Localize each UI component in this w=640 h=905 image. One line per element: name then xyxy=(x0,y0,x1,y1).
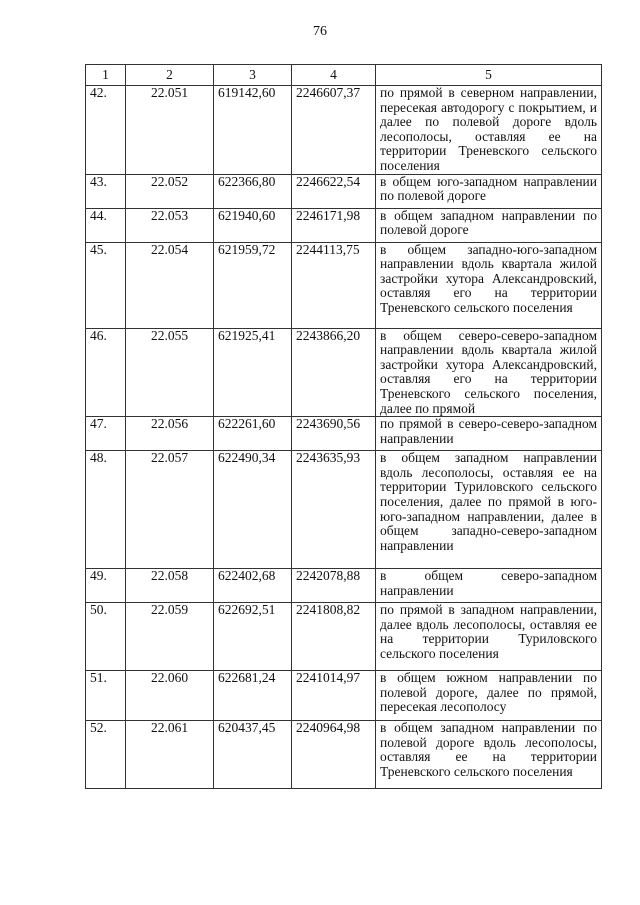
table-row xyxy=(86,451,602,569)
boundary-description: в общем западном направлении вдоль лесополосы, оставляя ее на территории Туриловского сельского поселения, далее по прямой в юго-юго-западном направлении, далее в общем западно-северо-западном направлении xyxy=(376,451,602,569)
table-row xyxy=(86,328,602,417)
point-code: 22.061 xyxy=(126,721,214,789)
coordinate-y: 2242078,88 xyxy=(292,569,376,603)
row-number: 46. xyxy=(86,328,126,417)
point-code: 22.060 xyxy=(126,671,214,721)
coordinate-y: 2244113,75 xyxy=(292,242,376,328)
coordinate-y: 2243866,20 xyxy=(292,328,376,417)
coordinate-y: 2240964,98 xyxy=(292,721,376,789)
coordinate-x: 621925,41 xyxy=(214,328,292,417)
column-header-3: 3 xyxy=(214,65,292,86)
row-number: 51. xyxy=(86,671,126,721)
row-number: 49. xyxy=(86,569,126,603)
coordinate-y: 2241808,82 xyxy=(292,603,376,671)
column-header-2: 2 xyxy=(126,65,214,86)
boundary-description: в общем западном направлении по полевой дороге вдоль лесополосы, оставляя ее на территории Треневского сельского поселения xyxy=(376,721,602,789)
boundary-description: в общем северо-западном направлении xyxy=(376,569,602,603)
row-number: 44. xyxy=(86,208,126,242)
coordinate-y: 2243690,56 xyxy=(292,417,376,451)
boundary-description: в общем западном направлении по полевой дороге xyxy=(376,208,602,242)
coordinate-y: 2246622,54 xyxy=(292,174,376,208)
row-number: 47. xyxy=(86,417,126,451)
boundary-coordinates-table xyxy=(85,64,602,789)
column-header-5: 5 xyxy=(376,65,602,86)
table-row xyxy=(86,721,602,789)
coordinate-y: 2243635,93 xyxy=(292,451,376,569)
table-row xyxy=(86,174,602,208)
row-number: 50. xyxy=(86,603,126,671)
row-number: 48. xyxy=(86,451,126,569)
coordinate-x: 622490,34 xyxy=(214,451,292,569)
page-number: 76 xyxy=(313,24,327,39)
row-number: 45. xyxy=(86,242,126,328)
point-code: 22.054 xyxy=(126,242,214,328)
point-code: 22.051 xyxy=(126,86,214,175)
point-code: 22.053 xyxy=(126,208,214,242)
coordinate-x: 622692,51 xyxy=(214,603,292,671)
boundary-description: в общем северо-северо-западном направлении вдоль квартала жилой застройки хутора Александровский, оставляя его на территории Треневского сельского поселения, далее по прямой xyxy=(376,328,602,417)
boundary-description: в общем западно-юго-западном направлении вдоль квартала жилой застройки хутора Александровский, оставляя его на территории Треневского сельского поселения xyxy=(376,242,602,328)
point-code: 22.057 xyxy=(126,451,214,569)
point-code: 22.056 xyxy=(126,417,214,451)
boundary-description: в общем южном направлении по полевой дороге, далее по прямой, пересекая лесополосу xyxy=(376,671,602,721)
row-number: 42. xyxy=(86,86,126,175)
coordinate-y: 2246607,37 xyxy=(292,86,376,175)
point-code: 22.055 xyxy=(126,328,214,417)
coordinate-y: 2246171,98 xyxy=(292,208,376,242)
coordinate-x: 620437,45 xyxy=(214,721,292,789)
column-header-4: 4 xyxy=(292,65,376,86)
point-code: 22.058 xyxy=(126,569,214,603)
coordinate-x: 622261,60 xyxy=(214,417,292,451)
table-row xyxy=(86,86,602,175)
coordinate-x: 622681,24 xyxy=(214,671,292,721)
coordinate-x: 622366,80 xyxy=(214,174,292,208)
point-code: 22.052 xyxy=(126,174,214,208)
table-row xyxy=(86,242,602,328)
coordinate-y: 2241014,97 xyxy=(292,671,376,721)
coordinate-x: 622402,68 xyxy=(214,569,292,603)
coordinate-x: 621940,60 xyxy=(214,208,292,242)
boundary-description: по прямой в северо-северо-западном направлении xyxy=(376,417,602,451)
point-code: 22.059 xyxy=(126,603,214,671)
table-row xyxy=(86,417,602,451)
row-number: 52. xyxy=(86,721,126,789)
boundary-description: по прямой в западном направлении, далее вдоль лесополосы, оставляя ее на территории Туриловского сельского поселения xyxy=(376,603,602,671)
boundary-description: в общем юго-западном направлении по полевой дороге xyxy=(376,174,602,208)
coordinate-x: 619142,60 xyxy=(214,86,292,175)
boundary-description: по прямой в северном направлении, пересекая автодорогу с покрытием, и далее по полевой дороге вдоль лесополосы, оставляя ее на территории Треневского сельского поселения xyxy=(376,86,602,175)
table-row xyxy=(86,569,602,603)
coordinate-x: 621959,72 xyxy=(214,242,292,328)
table-row xyxy=(86,671,602,721)
table-row xyxy=(86,603,602,671)
row-number: 43. xyxy=(86,174,126,208)
table-header-row xyxy=(86,65,602,86)
column-header-1: 1 xyxy=(86,65,126,86)
table-row xyxy=(86,208,602,242)
